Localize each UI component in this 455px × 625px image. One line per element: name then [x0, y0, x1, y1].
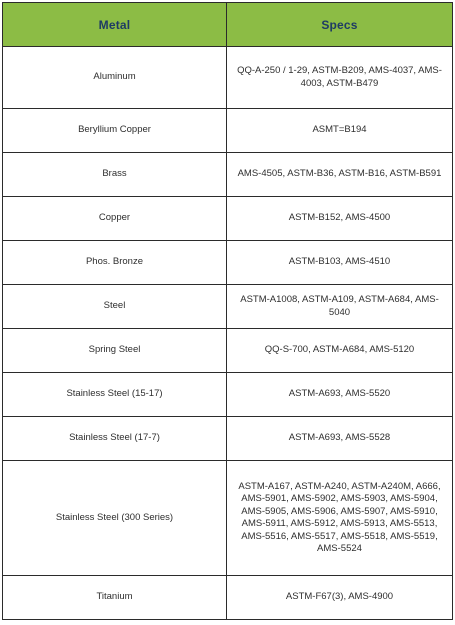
- specs-cell: ASTM-B152, AMS-4500: [227, 197, 453, 241]
- metal-cell: Beryllium Copper: [3, 109, 227, 153]
- specs-cell: AMS-4505, ASTM-B36, ASTM-B16, ASTM-B591: [227, 153, 453, 197]
- table-row: [3, 576, 453, 620]
- specs-cell: ASTM-A167, ASTM-A240, ASTM-A240M, A666, AMS-5901, AMS-5902, AMS-5903, AMS-5904, AMS-5905, AMS-5906, AMS-5907, AMS-5910, AMS-5911, AMS-5912, AMS-5913, AMS-5513, AMS-5516, AMS-5517, AMS-5518, AMS-5519, AMS-5524: [227, 461, 453, 576]
- specs-cell: ASTM-F67(3), AMS-4900: [227, 576, 453, 620]
- metal-cell: Spring Steel: [3, 329, 227, 373]
- specs-cell: ASTM-B103, AMS-4510: [227, 241, 453, 285]
- metal-cell: Stainless Steel (15-17): [3, 373, 227, 417]
- metal-specs-table: [2, 2, 453, 620]
- specs-cell: QQ-A-250 / 1-29, ASTM-B209, AMS-4037, AMS-4003, ASTM-B479: [227, 47, 453, 109]
- specs-cell: ASTM-A1008, ASTM-A109, ASTM-A684, AMS-5040: [227, 285, 453, 329]
- table-row: [3, 197, 453, 241]
- specs-cell: ASTM-A693, AMS-5528: [227, 417, 453, 461]
- table-row: [3, 153, 453, 197]
- specs-cell: ASTM-A693, AMS-5520: [227, 373, 453, 417]
- table-body: [3, 47, 453, 620]
- metal-cell: Phos. Bronze: [3, 241, 227, 285]
- header-specs: Specs: [227, 3, 453, 47]
- table-row: [3, 417, 453, 461]
- metal-cell: Copper: [3, 197, 227, 241]
- table-row: [3, 285, 453, 329]
- specs-cell: QQ-S-700, ASTM-A684, AMS-5120: [227, 329, 453, 373]
- metal-cell: Stainless Steel (17-7): [3, 417, 227, 461]
- metal-specs-table-container: [2, 2, 452, 620]
- metal-cell: Stainless Steel (300 Series): [3, 461, 227, 576]
- header-row: [3, 3, 453, 47]
- metal-cell: Brass: [3, 153, 227, 197]
- table-row: [3, 109, 453, 153]
- metal-cell: Titanium: [3, 576, 227, 620]
- table-row: [3, 47, 453, 109]
- table-header: [3, 3, 453, 47]
- header-metal: Metal: [3, 3, 227, 47]
- table-row: [3, 373, 453, 417]
- specs-cell: ASMT=B194: [227, 109, 453, 153]
- table-row: [3, 461, 453, 576]
- table-row: [3, 241, 453, 285]
- table-row: [3, 329, 453, 373]
- metal-cell: Aluminum: [3, 47, 227, 109]
- metal-cell: Steel: [3, 285, 227, 329]
